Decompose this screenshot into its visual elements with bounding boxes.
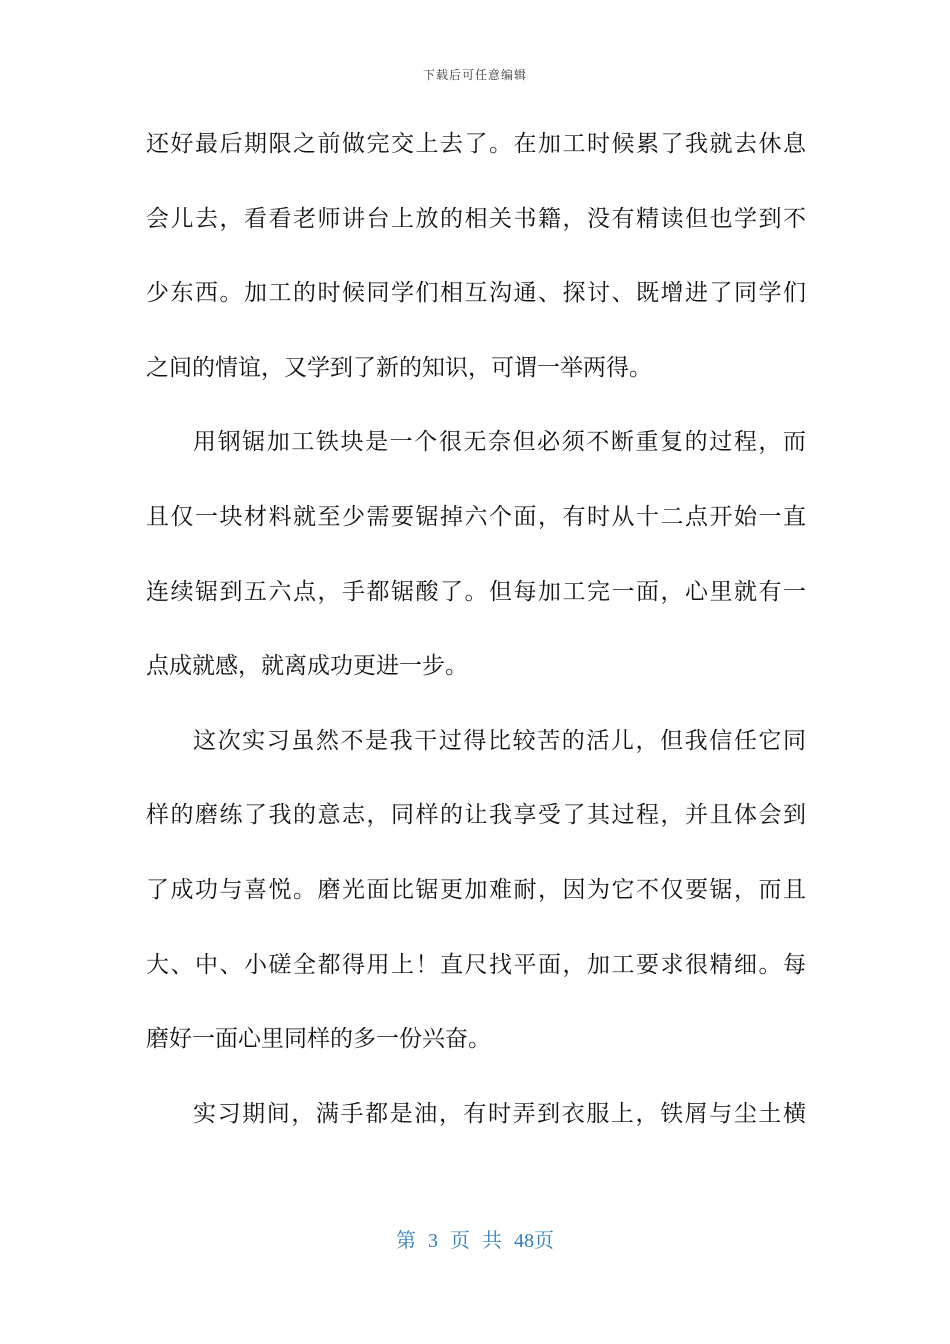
text-line-paragraph-start: 这次实习虽然不是我干过得比较苦的活儿，但我信任它同 bbox=[193, 727, 806, 754]
text-line: 且仅一块材料就至少需要锯掉六个面，有时从十二点开始一直 bbox=[146, 503, 806, 530]
text-line: 了成功与喜悦。磨光面比锯更加难耐，因为它不仅要锯，而且 bbox=[146, 876, 806, 903]
footer-total-pages: 48页 bbox=[514, 1230, 554, 1252]
text-line-paragraph-start: 用钢锯加工铁块是一个很无奈但必须不断重复的过程，而 bbox=[193, 429, 806, 456]
text-line: 之间的情谊，又学到了新的知识，可谓一举两得。 bbox=[146, 354, 652, 381]
text-line: 会儿去，看看老师讲台上放的相关书籍，没有精读但也学到不 bbox=[146, 205, 806, 232]
footer-gong: 共 bbox=[482, 1230, 502, 1252]
text-line: 连续锯到五六点，手都锯酸了。但每加工完一面，心里就有一 bbox=[146, 578, 806, 605]
text-line: 还好最后期限之前做完交上去了。在加工时候累了我就去休息 bbox=[146, 131, 806, 157]
text-line: 磨好一面心里同样的多一份兴奋。 bbox=[146, 1026, 491, 1053]
text-line: 点成就感，就离成功更进一步。 bbox=[146, 653, 468, 680]
text-line-paragraph-start: 实习期间，满手都是油，有时弄到衣服上，铁屑与尘土横 bbox=[193, 1100, 806, 1127]
text-line: 样的磨练了我的意志，同样的让我享受了其过程，并且体会到 bbox=[146, 802, 806, 829]
document-body bbox=[146, 113, 806, 1157]
page-header: 下载后可任意编辑 bbox=[422, 68, 527, 82]
page-footer bbox=[0, 1224, 950, 1253]
footer-di: 第 bbox=[396, 1230, 416, 1252]
text-line: 大、中、小磋全都得用上！直尺找平面，加工要求很精细。每 bbox=[146, 951, 806, 978]
footer-page-number: 3 bbox=[428, 1230, 438, 1252]
text-line: 少东西。加工的时候同学们相互沟通、探讨、既增进了同学们 bbox=[146, 280, 806, 307]
footer-ye: 页 bbox=[450, 1230, 470, 1252]
